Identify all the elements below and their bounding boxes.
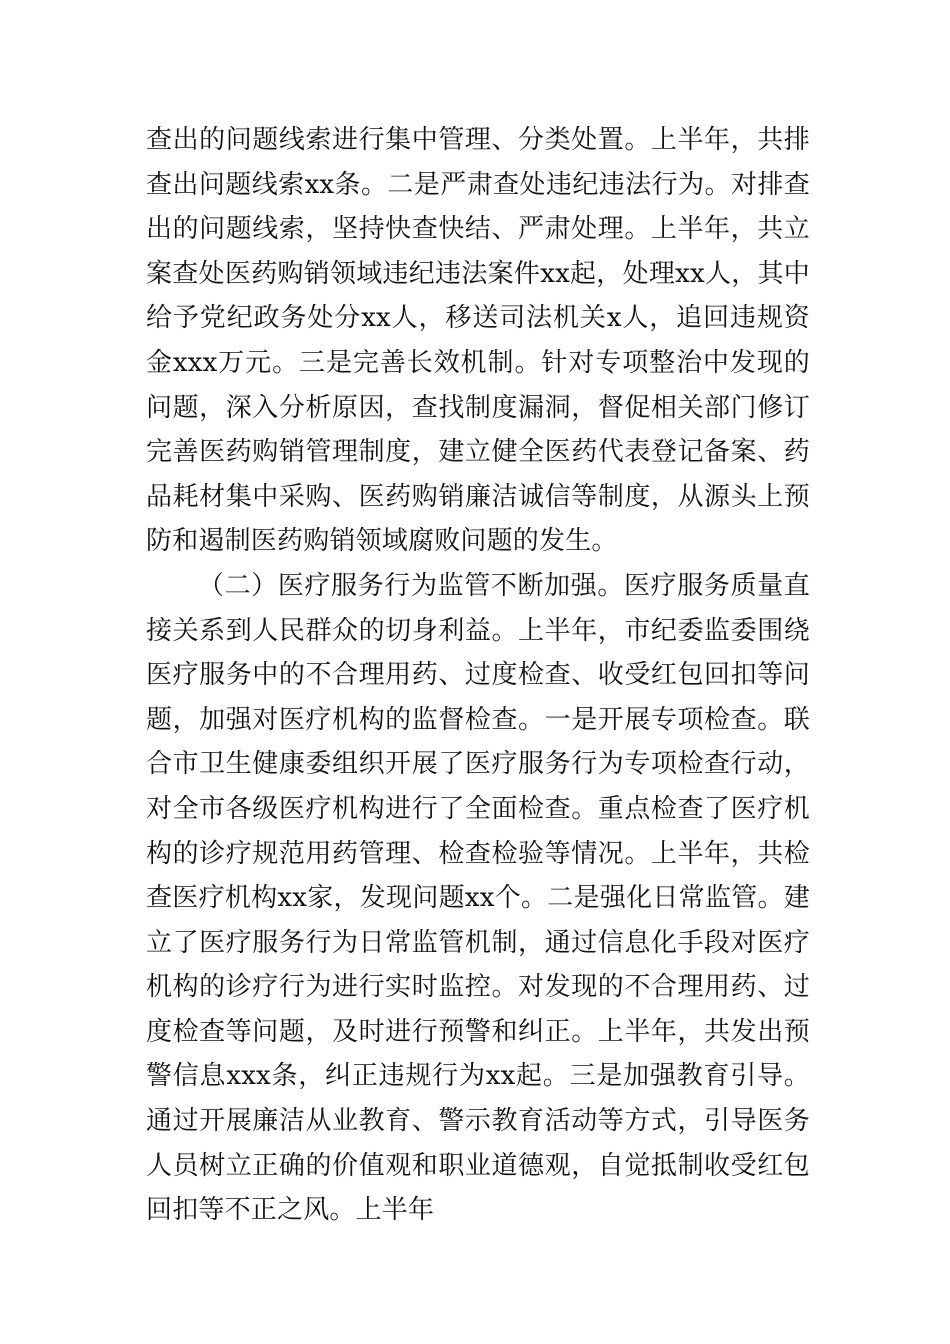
- document-body: [146, 118, 810, 1233]
- paragraph-continuation: 查出的问题线索进行集中管理、分类处置。上半年，共排查出问题线索xx条。二是严肃查处违纪违法行为。对排查出的问题线索，坚持快查快结、严肃处理。上半年，共立案查处医药购销领域违纪违法案件xx起，处理xx人，其中给予党纪政务处分xx人，移送司法机关x人，追回违规资金xxx万元。三是完善长效机制。针对专项整治中发现的问题，深入分析原因，查找制度漏洞，督促相关部门修订完善医药购销管理制度，建立健全医药代表登记备案、药品耗材集中采购、医药购销廉洁诚信等制度，从源头上预防和遏制医药购销领域腐败问题的发生。: [146, 125, 810, 557]
- section-2-heading: （二）医疗服务行为监管不断加强。: [198, 570, 625, 601]
- section-2-body: 医疗服务质量直接关系到人民群众的切身利益。上半年，市纪委监委围绕医疗服务中的不合理用药、过度检查、收受红包回扣等问题，加强对医疗机构的监督检查。一是开展专项检查。联合市卫生健康委组织开展了医疗服务行为专项检查行动，对全市各级医疗机构进行了全面检查。重点检查了医疗机构的诊疗规范用药管理、检查检验等情况。上半年，共检查医疗机构xx家，发现问题xx个。二是强化日常监管。建立了医疗服务行为日常监管机制，通过信息化手段对医疗机构的诊疗行为进行实时监控。对发现的不合理用药、过度检查等问题，及时进行预警和纠正。上半年，共发出预警信息xxx条，纠正违规行为xx起。三是加强教育引导。通过开展廉洁从业教育、警示教育活动等方式，引导医务人员树立正确的价值观和职业道德观，自觉抵制收受红包回扣等不正之风。上半年: [146, 570, 810, 1226]
- section-2-paragraph: [146, 564, 810, 1233]
